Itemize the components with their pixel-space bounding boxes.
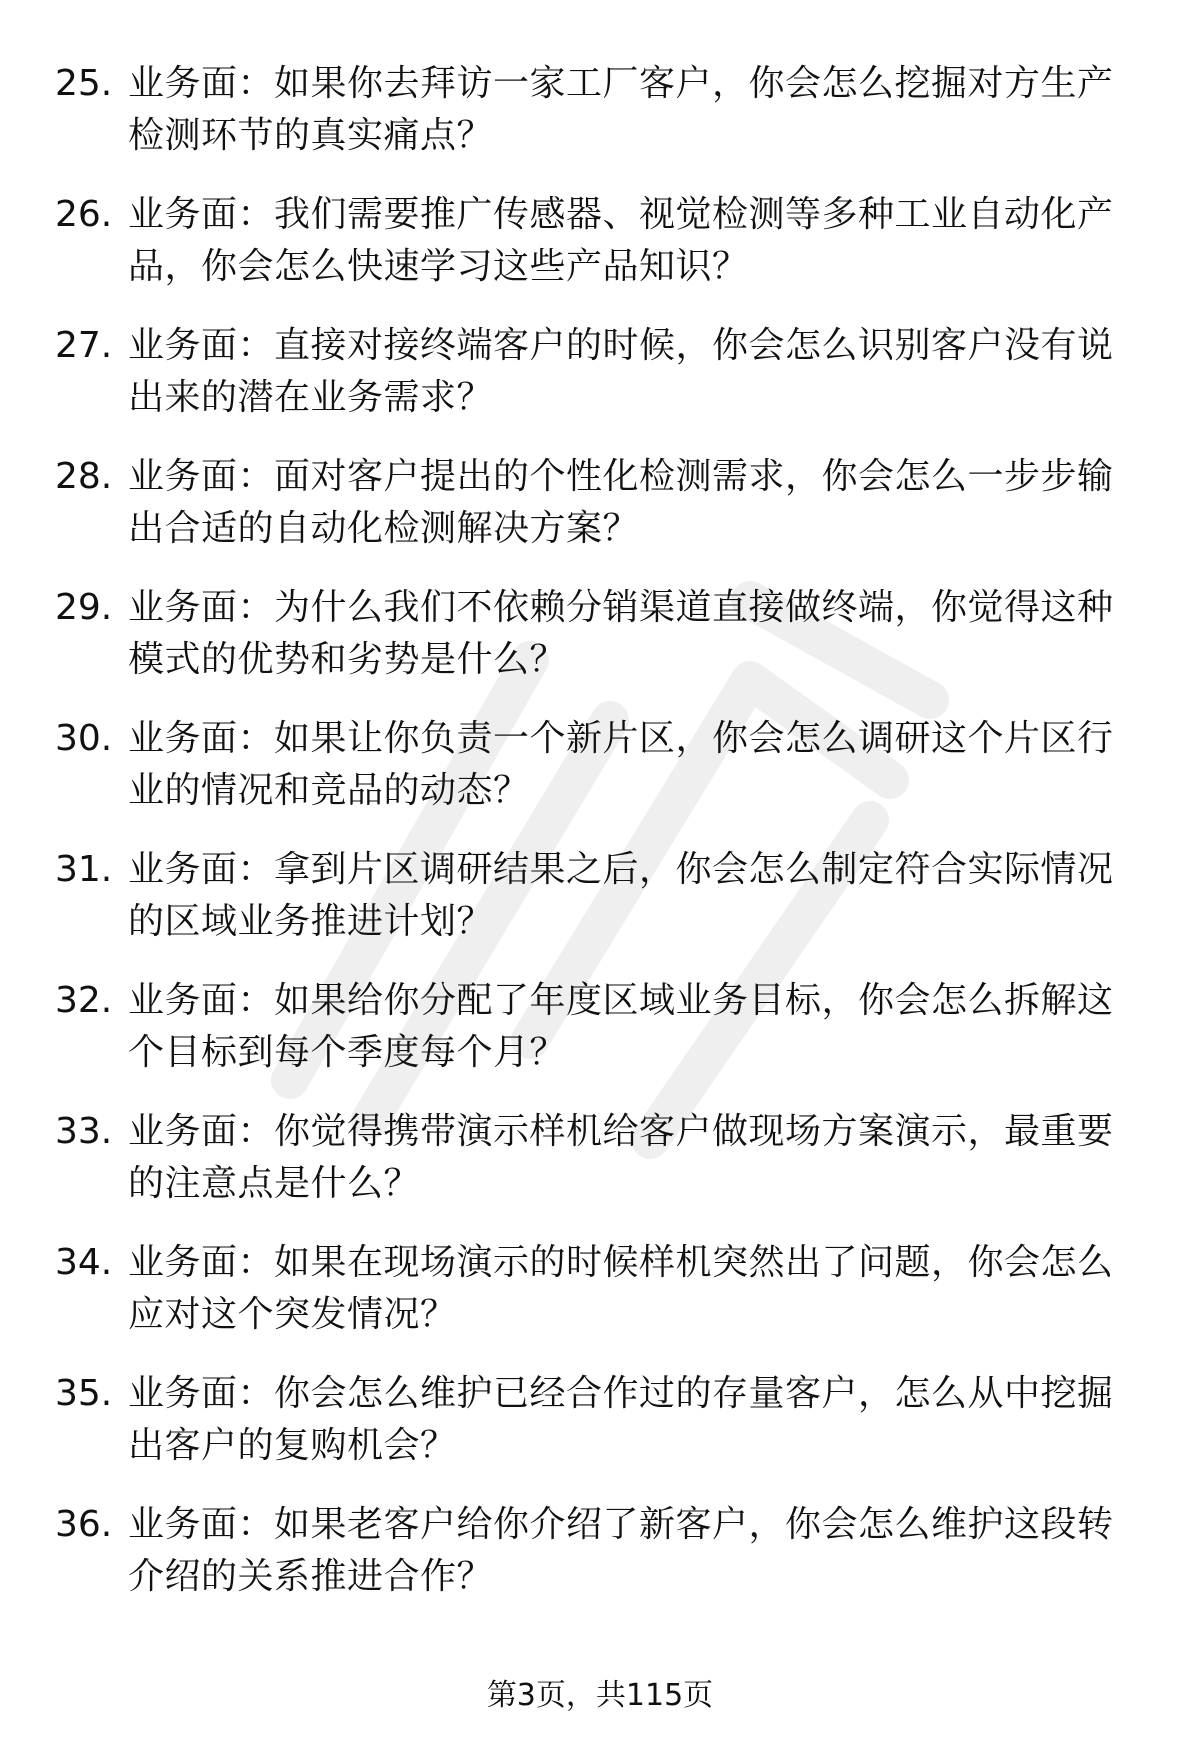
- question-number: 31.: [55, 849, 113, 890]
- question-item: [0, 838, 1200, 969]
- question-item: [0, 1493, 1200, 1624]
- question-item: [0, 445, 1200, 576]
- question-text: 业务面：你会怎么维护已经合作过的存量客户，怎么从中挖掘出客户的复购机会？: [128, 1373, 1114, 1466]
- question-item: [0, 183, 1200, 314]
- question-text: 业务面：拿到片区调研结果之后，你会怎么制定符合实际情况的区域业务推进计划？: [128, 849, 1114, 942]
- question-text: 业务面：如果老客户给你介绍了新客户，你会怎么维护这段转介绍的关系推进合作？: [128, 1504, 1114, 1597]
- question-text: 业务面：如果让你负责一个新片区，你会怎么调研这个片区行业的情况和竞品的动态？: [128, 718, 1114, 811]
- question-number: 34.: [55, 1242, 113, 1283]
- question-text: 业务面：我们需要推广传感器、视觉检测等多种工业自动化产品，你会怎么快速学习这些产品知识？: [128, 194, 1114, 287]
- question-number: 30.: [55, 718, 113, 759]
- question-text: 业务面：直接对接终端客户的时候，你会怎么识别客户没有说出来的潜在业务需求？: [128, 325, 1114, 418]
- question-text: 业务面：如果你去拜访一家工厂客户，你会怎么挖掘对方生产检测环节的真实痛点？: [128, 63, 1114, 156]
- page-indicator: 第3页，共115页: [486, 1678, 714, 1713]
- question-number: 25.: [55, 63, 113, 104]
- question-number: 36.: [55, 1504, 113, 1545]
- question-number: 35.: [55, 1373, 113, 1414]
- question-number: 33.: [55, 1111, 113, 1152]
- question-text: 业务面：为什么我们不依赖分销渠道直接做终端，你觉得这种模式的优势和劣势是什么？: [128, 587, 1114, 680]
- question-item: [0, 707, 1200, 838]
- question-item: [0, 969, 1200, 1100]
- question-item: [0, 1362, 1200, 1493]
- question-item: [0, 314, 1200, 445]
- question-item: [0, 1100, 1200, 1231]
- question-text: 业务面：面对客户提出的个性化检测需求，你会怎么一步步输出合适的自动化检测解决方案？: [128, 456, 1114, 549]
- question-number: 27.: [55, 325, 113, 366]
- question-text: 业务面：如果给你分配了年度区域业务目标，你会怎么拆解这个目标到每个季度每个月？: [128, 980, 1114, 1073]
- question-item: [0, 52, 1200, 183]
- question-list: [0, 52, 1200, 1624]
- question-number: 29.: [55, 587, 113, 628]
- question-text: 业务面：你觉得携带演示样机给客户做现场方案演示，最重要的注意点是什么？: [128, 1111, 1114, 1204]
- question-number: 26.: [55, 194, 113, 235]
- question-number: 28.: [55, 456, 113, 497]
- question-item: [0, 1231, 1200, 1362]
- question-text: 业务面：如果在现场演示的时候样机突然出了问题，你会怎么应对这个突发情况？: [128, 1242, 1114, 1335]
- question-item: [0, 576, 1200, 707]
- question-number: 32.: [55, 980, 113, 1021]
